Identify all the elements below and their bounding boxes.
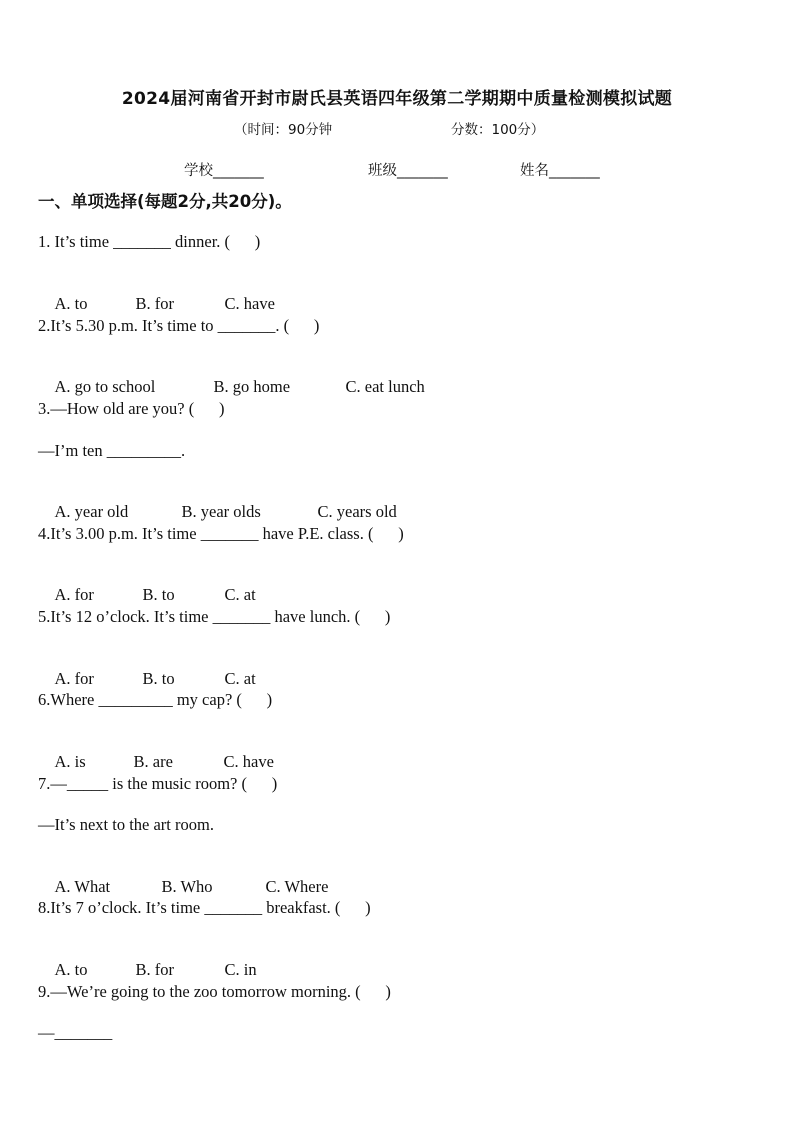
question-6-option-b: B. are xyxy=(133,752,173,771)
question-3-option-c: C. years old xyxy=(317,502,397,521)
class-field: 班级_______ xyxy=(368,163,448,179)
question-1-option-a: A. to xyxy=(54,294,88,313)
section-heading: 一、单项选择(每题2分,共20分)。 xyxy=(38,192,292,211)
question-5-option-b: B. to xyxy=(142,669,175,688)
question-8-option-c: C. in xyxy=(224,960,257,979)
question-6-option-a: A. is xyxy=(54,752,86,771)
question-8-stem: 8.It’s 7 o’clock. It’s time _______ breakfast. ( ) xyxy=(38,898,371,917)
question-7-option-b: B. Who xyxy=(161,877,213,896)
question-7-option-a: A. What xyxy=(54,877,111,896)
question-5-stem: 5.It’s 12 o’clock. It’s time _______ have lunch. ( ) xyxy=(38,607,391,626)
exam-title: 2024届河南省开封市尉氏县英语四年级第二学期期中质量检测模拟试题 xyxy=(121,89,673,109)
school-field: 学校_______ xyxy=(184,163,264,179)
question-6-stem: 6.Where _________ my cap? ( ) xyxy=(38,690,273,709)
exam-time: （时间：90分钟 xyxy=(234,122,333,138)
question-6-option-c: C. have xyxy=(223,752,274,771)
question-9-stem: 9.—We’re going to the zoo tomorrow morning. ( ) xyxy=(38,982,391,1001)
question-1-option-c: C. have xyxy=(224,294,275,313)
question-3-stem: 3.—How old are you? ( ) xyxy=(38,399,225,418)
question-8-option-a: A. to xyxy=(54,960,88,979)
exam-score: 分数：100分） xyxy=(451,122,545,138)
question-3-option-a: A. year old xyxy=(54,502,129,521)
name-field: 姓名_______ xyxy=(520,163,600,179)
question-7-option-c: C. Where xyxy=(265,877,329,896)
question-1-option-b: B. for xyxy=(135,294,174,313)
question-5-option-a: A. for xyxy=(54,669,94,688)
question-3-sub: —I’m ten _________. xyxy=(38,441,186,460)
question-7-stem: 7.—_____ is the music room? ( ) xyxy=(38,774,278,793)
question-4-stem: 4.It’s 3.00 p.m. It’s time _______ have P.E. class. ( ) xyxy=(38,524,404,543)
question-4-option-b: B. to xyxy=(142,585,175,604)
question-2-option-c: C. eat lunch xyxy=(345,377,425,396)
question-5-option-c: C. at xyxy=(224,669,256,688)
question-7-sub: —It’s next to the art room. xyxy=(38,815,214,834)
question-4-option-a: A. for xyxy=(54,585,94,604)
question-2-option-a: A. go to school xyxy=(54,377,156,396)
question-4-option-c: C. at xyxy=(224,585,256,604)
question-2-option-b: B. go home xyxy=(213,377,291,396)
question-3-option-b: B. year olds xyxy=(181,502,261,521)
question-9-sub: —_______ xyxy=(38,1023,113,1042)
question-8-option-b: B. for xyxy=(135,960,174,979)
question-2-stem: 2.It’s 5.30 p.m. It’s time to _______. ( ) xyxy=(38,316,320,335)
question-1-stem: 1. It’s time _______ dinner. ( ) xyxy=(38,232,261,251)
